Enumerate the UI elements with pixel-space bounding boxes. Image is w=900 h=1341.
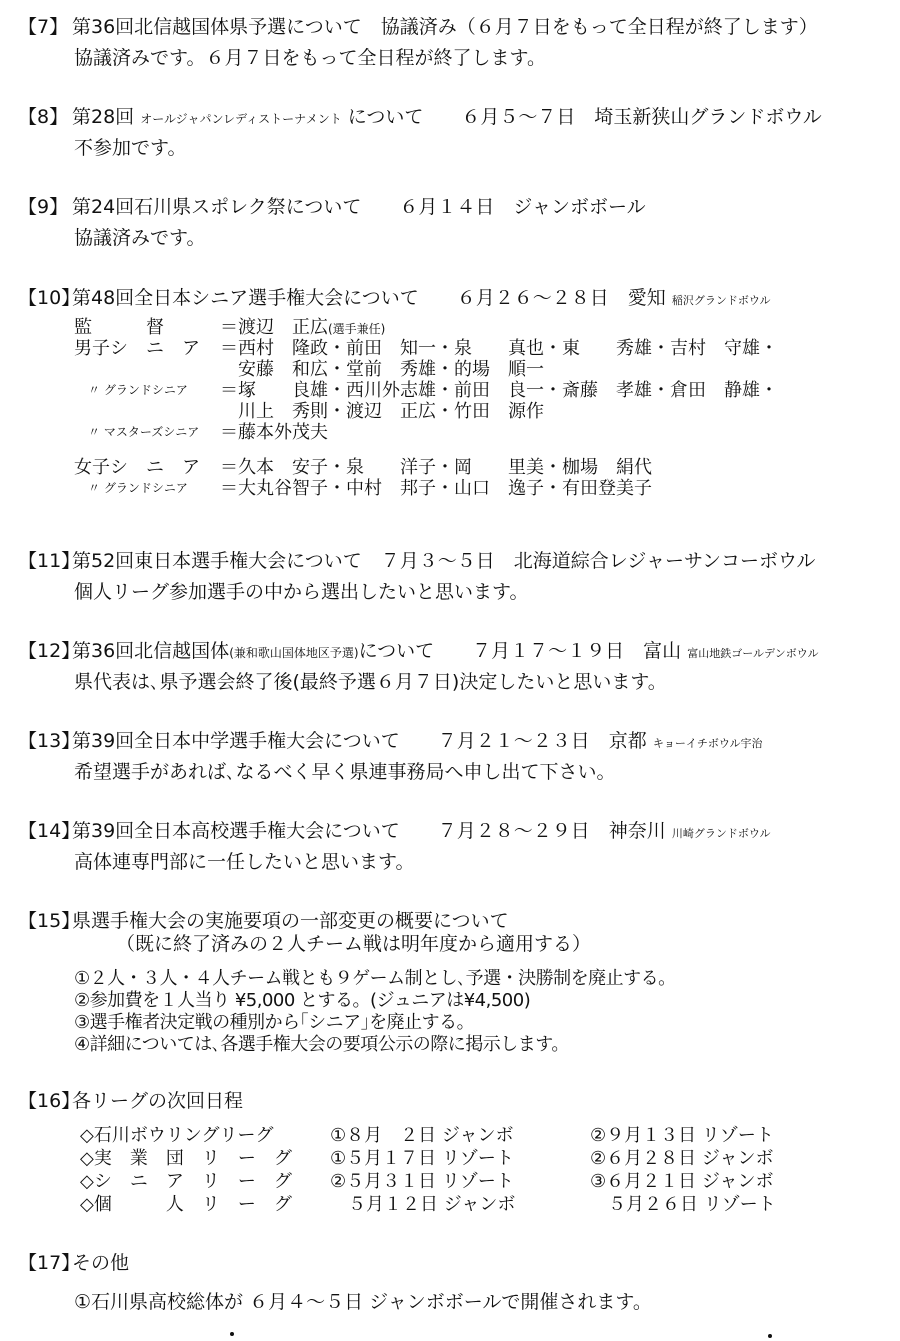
item-15-point: ①２人・３人・４人チーム戦とも９ゲーム制とし､予選・決勝制を廃止する。 [74,968,676,989]
stray-dot [230,1332,234,1336]
item-15-point: ②参加費を１人当り ¥5,000 とする。(ジュニアは¥4,500) [74,990,531,1011]
item-14-heading: 【14】第39回全日本高校選手権大会について ７月２８～２９日 神奈川 川崎グランドボウル [18,820,771,842]
item-15-point: ④詳細については､各選手権大会の要項公示の際に掲示します。 [74,1034,569,1055]
item-9-heading: 【9】 第24回石川県スポレク祭について ６月１４日 ジャンボボール [18,196,646,218]
stray-dot [768,1334,772,1338]
item-7-heading: 【7】 第36回北信越国体県予選について 協議済み（６月７日をもって全日程が終了します） [18,16,818,38]
document-page: 【7】 第36回北信越国体県予選について 協議済み（６月７日をもって全日程が終了します） 協議済みです。６月７日をもって全日程が終了します。 【8】 第28回 オールジャパンレディストーナメント について ６月５～７日 埼玉新狭山グランドボウル 不参加です。 【9】 第24回石川県スポレク祭について ６月１４日 ジャンボボール 協議済みです。 【10】第48回全日本シニア選手権大会について ６月２６～２８日 愛知 稲沢グランドボウル 監 督 ＝渡辺 正広(選手兼任) 男子シ ニ ア ＝西村 隆政・前田 知一・泉 真也・東 秀雄・吉村 守雄・ 安藤 和広・堂前 秀雄・的場 順一 〃 グランドシニア ＝塚 良雄・西川外志雄・前田 良一・斎藤 孝雄・倉田 静雄・ 川上 秀則・渡辺 正広・竹田 源作 〃 マスターズシニア ＝藤本外茂夫 女子シ ニ ア ＝久本 安子・泉 洋子・岡 里美・枷場 絹代 〃 グランドシニア ＝大丸谷智子・中村 邦子・山口 逸子・有田登美子 【11】第52回東日本選手権大会について ７月３～５日 北海道綜合レジャーサンコーボウル 個人リーグ参加選手の中から選出したいと思います。 【12】第36回北信越国体(兼和歌山国体地区予選)について ７月１７～１９日 富山 富山地鉄ゴールデンボウル 県代表は､県予選会終了後(最終予選６月７日)決定したいと思います。 【13】第39回全日本中学選手権大会について ７月２１～２３日 京都 キョーイチボウル宇治 希望選手があれば､なるべく早く県連事務局へ申し出て下さい。 【14】第39回全日本高校選手権大会について ７月２８～２９日 神奈川 川崎グランドボウル 高体連専門部に一任したいと思います。 【15】県選手権大会の実施要項の一部変更の概要について （既に終了済みの２人チーム戦は明年度から適用する） ①２人・３人・４人チーム戦とも９ゲーム制とし､予選・決勝制を廃止する。 ②参加費を１人当り ¥5,000 とする。(ジュニアは¥4,500) ③選手権者決定戦の種別から｢シニア｣を廃止する。 ④詳細については､各選手権大会の要項公示の際に掲示します。 【16】各リーグの次回日程 ◇石川ボウリングリーグ ①８月 ２日 ジャンボ ②９月１３日 リゾート ◇実 業 団 リ ー グ ①５月１７日 リゾート ②６月２８日 ジャンボ ◇シ ニ ア リ ー グ ②５月３１日 リゾート ③６月２１日 ジャンボ ◇個 人 リ ー グ ５月１２日 ジャンボ ５月２６日 リゾート 【17】その他 ①石川県高校総体が ６月４～５日 ジャンボボールで開催されます。 [0,0,900,1341]
item-8-body: 不参加です。 [74,137,187,159]
item-8-heading: 【8】 第28回 オールジャパンレディストーナメント について ６月５～７日 埼玉新狭山グランドボウル [18,106,822,128]
item-9-body: 協議済みです。 [74,227,206,249]
item-15-note: （既に終了済みの２人チーム戦は明年度から適用する） [116,933,592,955]
item-16-heading: 【16】各リーグの次回日程 [18,1090,244,1112]
item-13-body: 希望選手があれば､なるべく早く県連事務局へ申し出て下さい。 [74,761,616,783]
item-15-point: ③選手権者決定戦の種別から｢シニア｣を廃止する。 [74,1012,475,1033]
item-13-heading: 【13】第39回全日本中学選手権大会について ７月２１～２３日 京都 キョーイチボウル宇治 [18,730,763,752]
item-7-body: 協議済みです。６月７日をもって全日程が終了します。 [74,47,546,69]
item-12-heading: 【12】第36回北信越国体(兼和歌山国体地区予選)について ７月１７～１９日 富山 富山地鉄ゴールデンボウル [18,640,819,662]
item-17-heading: 【17】その他 [18,1252,130,1274]
item-15-heading: 【15】県選手権大会の実施要項の一部変更の概要について [18,910,509,932]
item-17-body: ①石川県高校総体が ６月４～５日 ジャンボボールで開催されます。 [74,1291,652,1313]
item-11-heading: 【11】第52回東日本選手権大会について ７月３～５日 北海道綜合レジャーサンコーボウル [18,550,816,572]
item-14-body: 高体連専門部に一任したいと思います。 [74,851,415,873]
item-12-body: 県代表は､県予選会終了後(最終予選６月７日)決定したいと思います。 [74,671,667,693]
item-10-heading: 【10】第48回全日本シニア選手権大会について ６月２６～２８日 愛知 稲沢グランドボウル [18,287,771,309]
item-11-body: 個人リーグ参加選手の中から選出したいと思います。 [74,581,529,603]
